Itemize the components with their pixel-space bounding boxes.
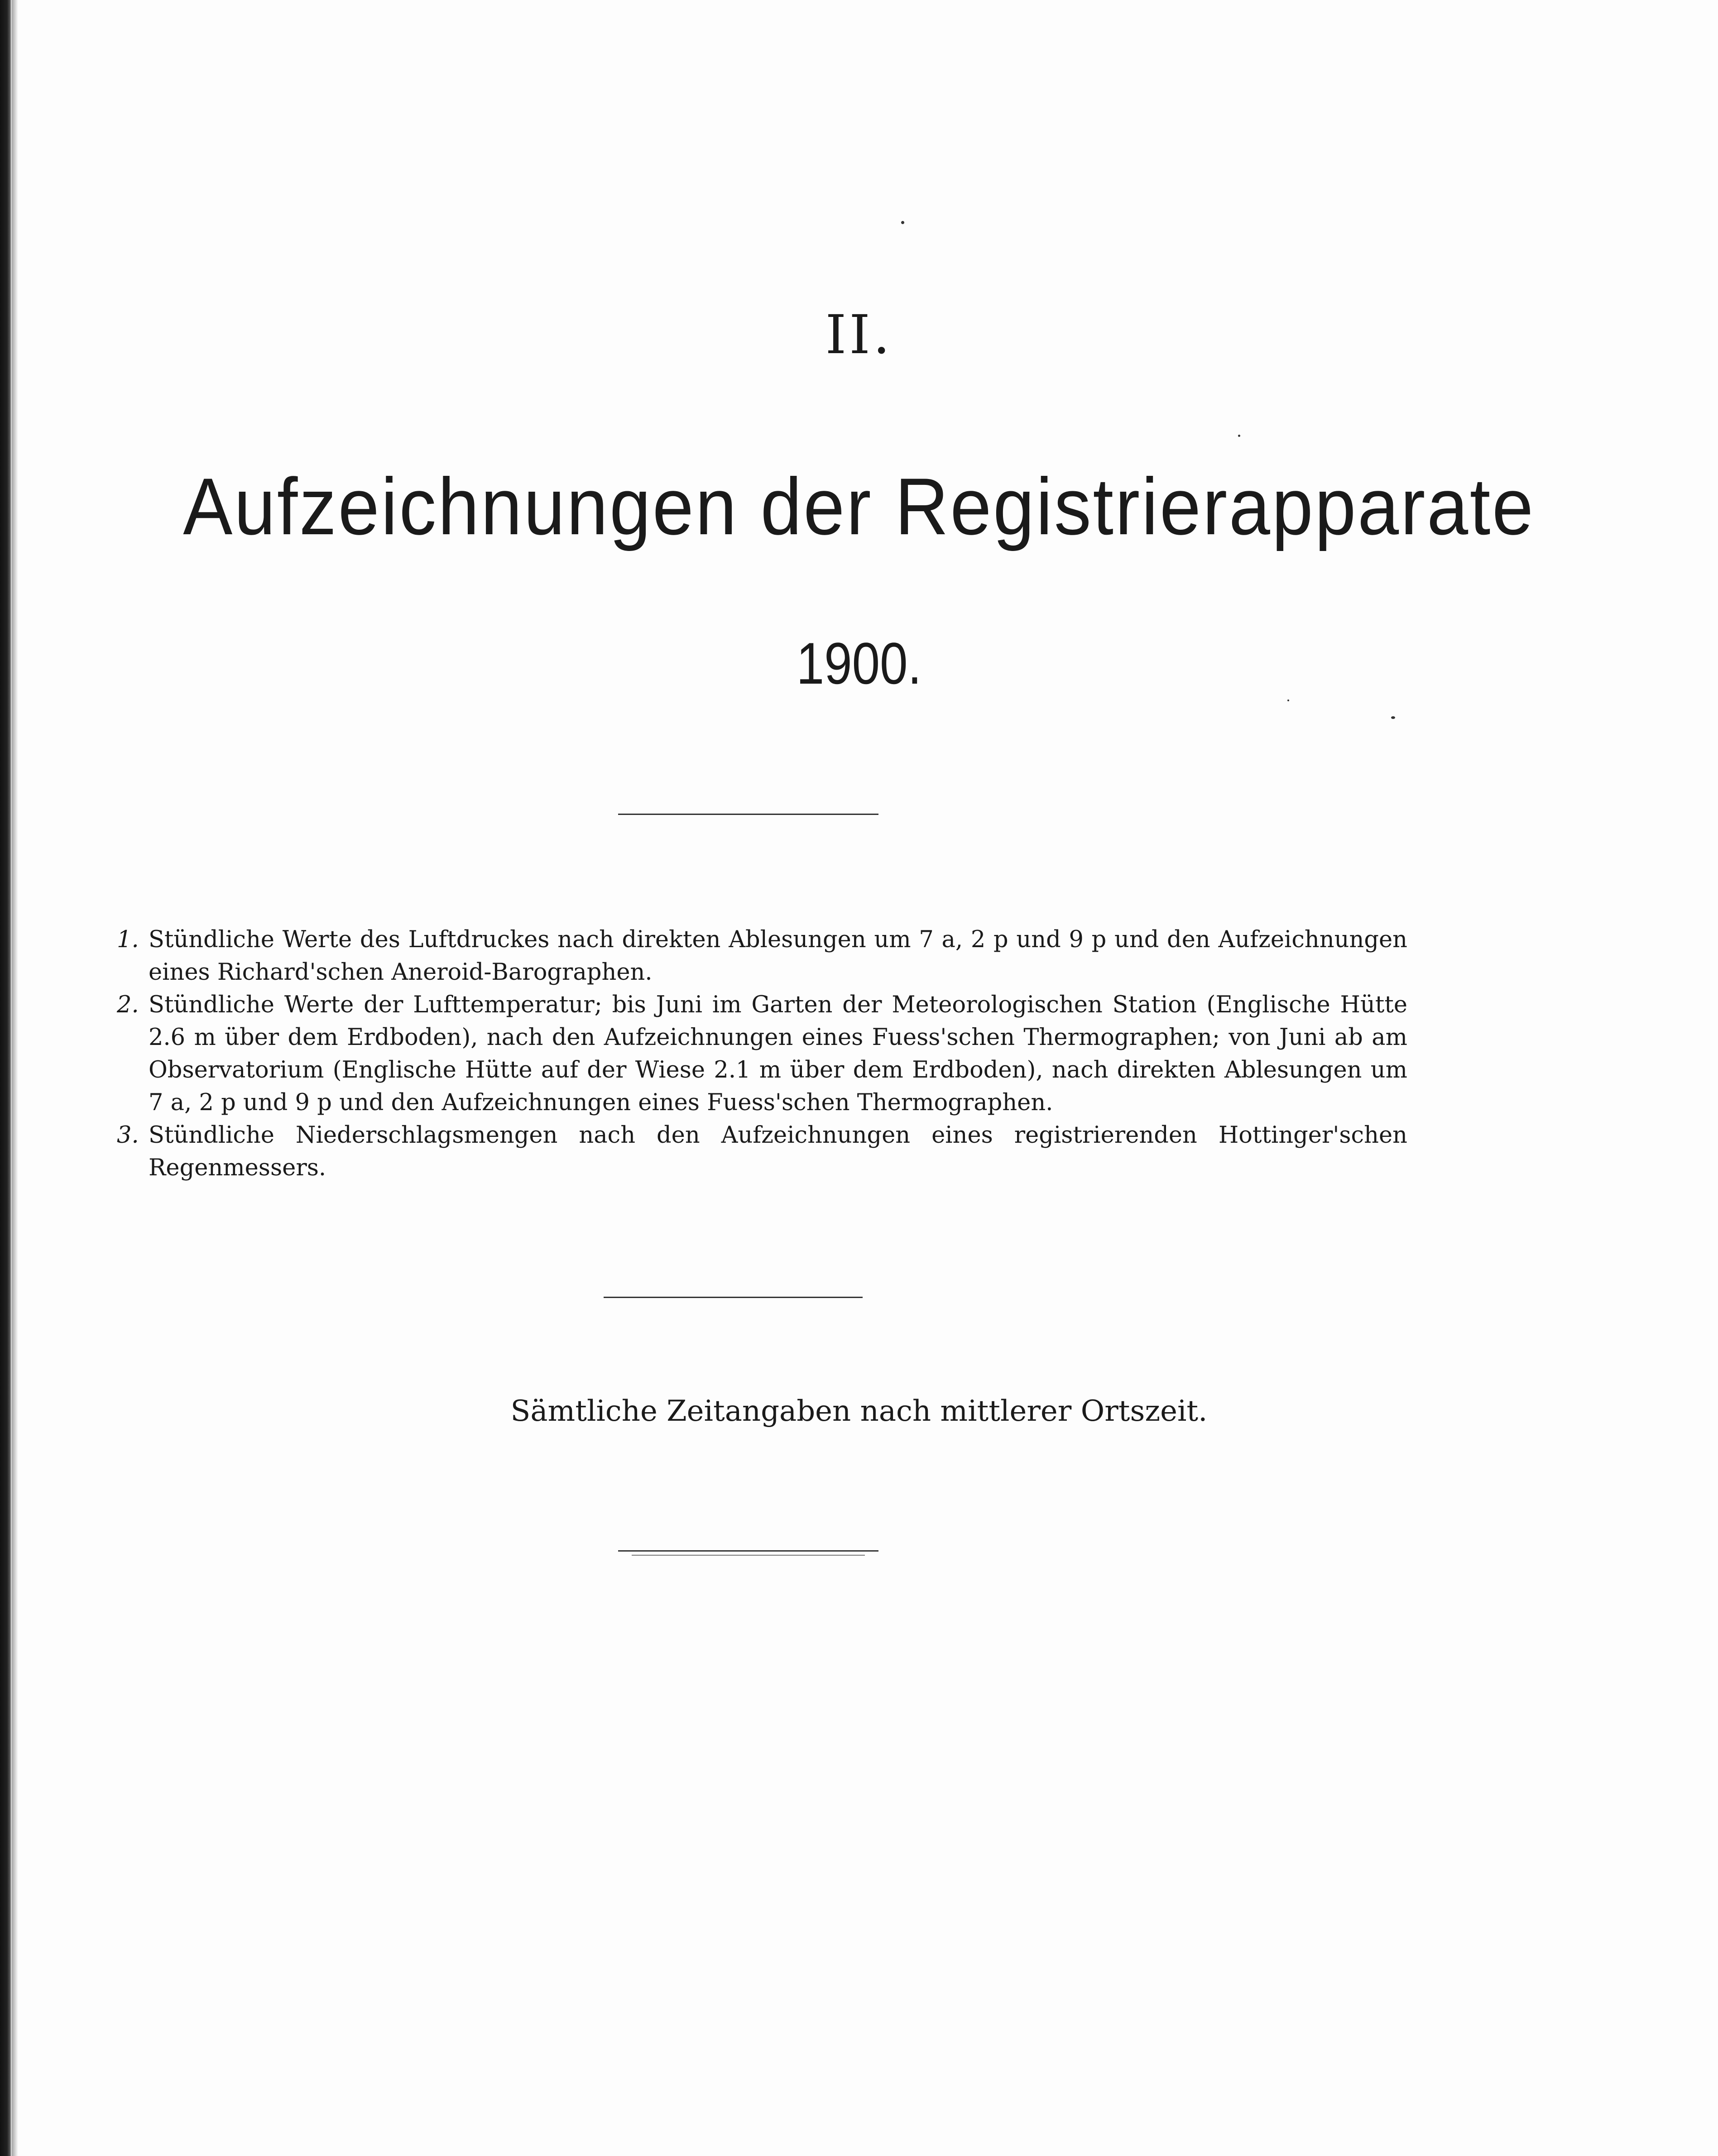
note-number: 3.: [117, 1122, 139, 1149]
divider-rule: [604, 1297, 863, 1298]
divider-rule: [618, 1550, 878, 1552]
note-number: 2.: [117, 992, 139, 1018]
note-text: Stündliche Werte der Lufttemperatur; bis Juni im Garten der Meteorologischen Station (Englische Hütte 2.6 m über dem Erdboden), nach den Aufzeichnungen eines Fuess'schen Thermographen; von Juni ab am Observatorium (Englische Hütte auf der Wiese 2.1 m über dem Erdboden), nach direkten Ablesungen um 7 a, 2 p und 9 p und den Aufzeichnungen eines Fuess'schen Thermographen.: [149, 992, 1407, 1116]
year-heading: 1900.: [796, 630, 922, 696]
note-item: [117, 924, 1407, 989]
note-item: [117, 1119, 1407, 1184]
scan-speck: [1287, 700, 1289, 701]
scan-speck: [1238, 435, 1240, 437]
scan-speck: [901, 221, 904, 224]
page-title: Aufzeichnungen der Registrierapparate: [183, 461, 1535, 551]
note-text: Stündliche Niederschlagsmengen nach den Aufzeichnungen eines registrierenden Hottinger'schen Regenmessers.: [149, 1122, 1407, 1181]
divider-rule: [618, 814, 878, 815]
notes-list: [117, 924, 1407, 1184]
scan-speck: [1391, 716, 1395, 719]
note-item: [117, 989, 1407, 1119]
note-text: Stündliche Werte des Luftdruckes nach direkten Ablesungen um 7 a, 2 p und 9 p und den Aufzeichnungen eines Richard'schen Aneroid-Barographen.: [149, 926, 1407, 986]
divider-rule: [632, 1555, 865, 1556]
note-number: 1.: [117, 926, 139, 953]
section-number: II.: [825, 303, 893, 366]
time-note: Sämtliche Zeitangaben nach mittlerer Ortszeit.: [510, 1394, 1208, 1428]
